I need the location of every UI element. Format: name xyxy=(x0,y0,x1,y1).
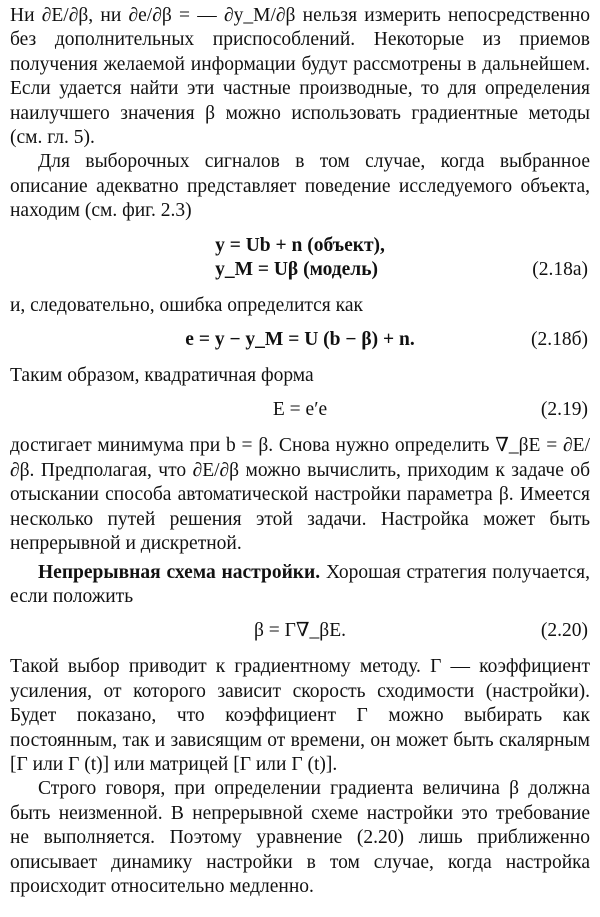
paragraph-6-text: Хорошая стратегия получается, если положить xyxy=(10,561,590,607)
equation-2-18a-line1: y = Ub + n (объект), xyxy=(215,234,385,256)
paragraph-5: достигает минимума при b = β. Снова нужно определить ∇_βE = ∂E/∂β. Предполагая, что ∂E/∂β можно вычислить, приходим к задаче об отыскании способа автоматической настройки параметра β. Имеется несколько путей решения этой задачи. Настройка может быть непрерывной и дискретной. xyxy=(10,435,590,555)
equation-2-18b-body: e = y − y_M = U (b − β) + n. xyxy=(185,329,415,351)
paragraph-1: Ни ∂E/∂β, ни ∂e/∂β = — ∂y_M/∂β нельзя измерить непосредственно без дополнительных приспособлений. Некоторые из приемов получения желаемой информации будут рассмотрены в дальнейшем. Если удается найти эти частные производные, то для определения наилучшего значения β можно использовать градиентные методы (см. гл. 5). xyxy=(10,5,590,149)
equation-number-2-18b: (2.18б) xyxy=(530,329,588,351)
equation-2-19 xyxy=(10,398,590,424)
equation-2-20-body: β = Г∇_βE. xyxy=(253,620,346,642)
paragraph-2: Для выборочных сигналов в том случае, когда выбранное описание адекватно представляет поведение исследуемого объекта, находим (см. фиг. 2.3) xyxy=(10,151,590,222)
equation-2-18a-line2: y_M = Uβ (модель) xyxy=(215,259,379,281)
paragraph-8: Строго говоря, при определении градиента величина β должна быть неизменной. В непрерывной схеме настройки это требование не выполняется. Поэтому уравнение (2.20) лишь приближенно описывает динамику настройки в том случае, когда настройка происходит относительно медленно. xyxy=(10,778,590,897)
paragraph-3: и, следовательно, ошибка определится как xyxy=(10,294,363,316)
equation-number-2-20: (2.20) xyxy=(540,620,588,642)
paragraph-7: Такой выбор приводит к градиентному методу. Г — коэффициент усиления, от которого зависит скорость сходимости (настройки). Будет показано, что коэффициент Г можно выбирать как постоянным, так и зависящим от времени, он может быть скалярным [Г или Г (t)] или матрицей [Г или Г (t)]. xyxy=(10,656,590,775)
equation-2-18a xyxy=(10,234,590,282)
equation-number-2-18a: (2.18а) xyxy=(532,258,588,280)
equation-number-2-19: (2.19) xyxy=(540,399,588,421)
paragraph-4: Таким образом, квадратичная форма xyxy=(10,365,314,387)
section-heading: Непрерывная схема настройки. xyxy=(38,561,321,583)
equation-2-20 xyxy=(10,619,590,645)
equation-2-19-body: E = e′e xyxy=(272,399,328,421)
equation-2-18a-body xyxy=(215,234,385,283)
paragraph-6 xyxy=(10,561,590,610)
equation-2-18b xyxy=(10,328,590,354)
